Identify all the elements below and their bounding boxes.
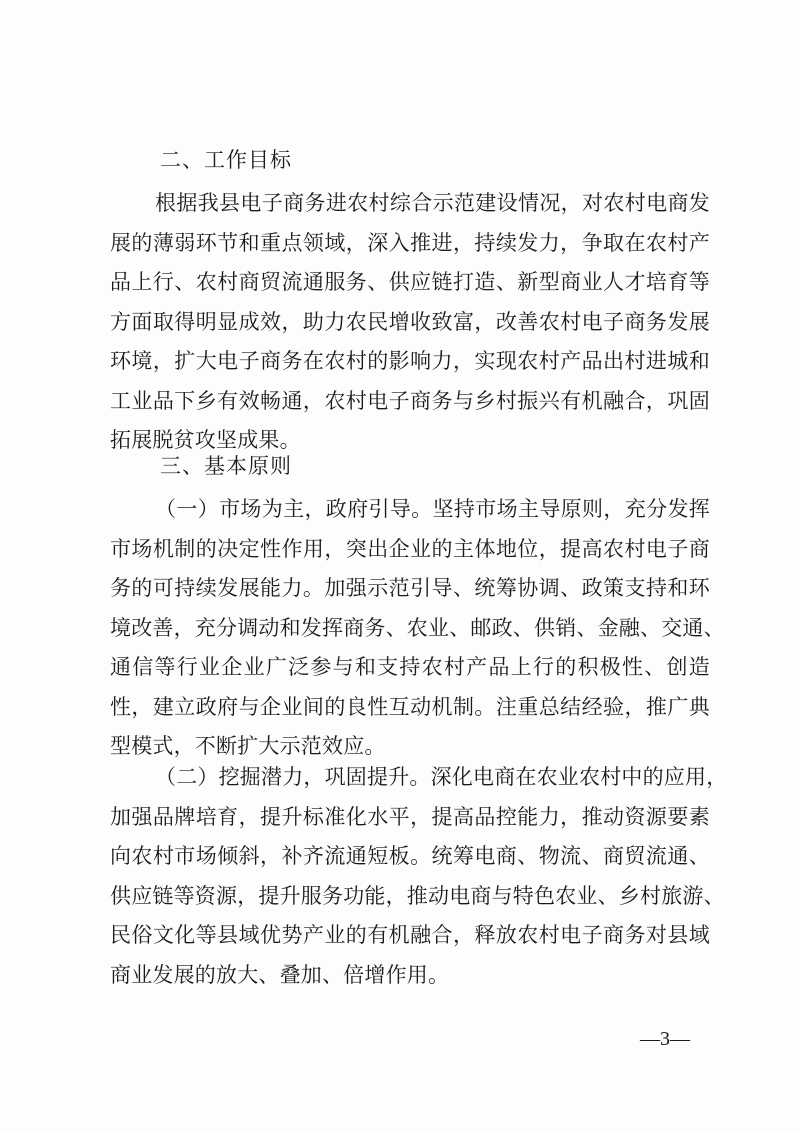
principle-2-first-line: 深化电商在农业农村中的应用，	[430, 765, 728, 789]
text-line	[110, 490, 710, 530]
text-line: 拓展脱贫攻坚成果。	[110, 428, 301, 452]
text-line: 型模式，不断扩大示范效应。	[110, 734, 386, 758]
text-line: 通信等行业企业广泛参与和支持农村产品上行的积极性、创造	[110, 655, 710, 679]
paragraph-principle-2	[110, 758, 728, 995]
section-heading-basic-principles: 三、基本原则	[160, 454, 292, 478]
text-line: 向农村市场倾斜，补齐流通短板。统筹电商、物流、商贸流通、	[110, 844, 710, 868]
text-line: 市场机制的决定性作用，突出企业的主体地位，提高农村电子商	[110, 536, 710, 561]
principle-1-first-line: 坚持市场主导原则，充分发挥	[432, 497, 710, 521]
text-line: 加强品牌培育，提升标准化水平，提高品控能力，推动资源要素	[110, 804, 710, 829]
page-number: —3—	[640, 1028, 690, 1050]
text-line: 境改善，充分调动和发挥商务、农业、邮政、供销、金融、交通、	[110, 615, 725, 640]
paragraph-work-goals	[110, 184, 710, 461]
principle-2-title: （二）挖掘潜力，巩固提升。	[155, 765, 431, 789]
text-line: 工业品下乡有效畅通，农村电子商务与乡村振兴有机融合，巩固	[110, 388, 710, 413]
text-line: 环境，扩大电子商务在农村的影响力，实现农村产品出村进城和	[110, 349, 710, 373]
paragraph-principle-1	[110, 490, 725, 767]
text-line: 展的薄弱环节和重点领域，深入推进，持续发力，争取在农村产	[110, 230, 710, 255]
text-line	[110, 758, 728, 798]
text-line: 商业发展的放大、叠加、倍增作用。	[110, 962, 450, 987]
text-line: 根据我县电子商务进农村综合示范建设情况，对农村电商发	[155, 191, 710, 215]
text-line: 品上行、农村商贸流通服务、供应链打造、新型商业人才培育等	[110, 270, 710, 294]
text-line: 性，建立政府与企业间的良性互动机制。注重总结经验，推广典	[110, 694, 710, 719]
principle-1-title: （一）市场为主，政府引导。	[155, 497, 433, 521]
text-line: 方面取得明显成效，助力农民增收致富，改善农村电子商务发展	[110, 309, 710, 334]
section-heading-work-goals: 二、工作目标	[160, 148, 292, 172]
text-line: 供应链等资源，提升服务功能，推动电商与特色农业、乡村旅游、	[110, 883, 725, 908]
text-line: 务的可持续发展能力。加强示范引导、统筹协调、政策支持和环	[110, 576, 710, 600]
text-line: 民俗文化等县域优势产业的有机融合，释放农村电子商务对县域	[110, 923, 710, 947]
